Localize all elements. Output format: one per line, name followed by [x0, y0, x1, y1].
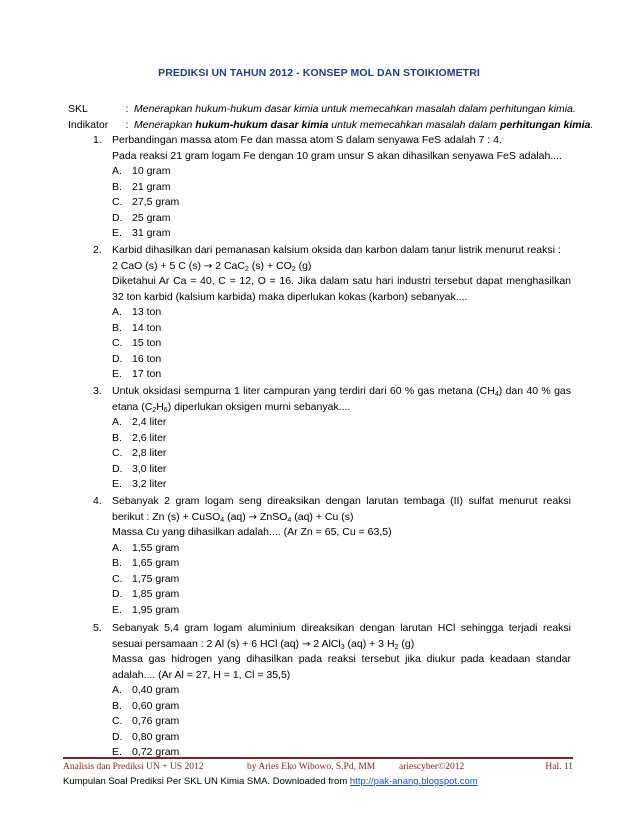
indikator-text-2: untuk memecahkan masalah dalam	[328, 119, 500, 131]
footer-line-2	[63, 776, 478, 787]
question-4	[93, 494, 571, 618]
skl-line	[68, 102, 588, 116]
option-c: C. 27,5 gram	[112, 196, 180, 208]
option-e: E. 0,72 gram	[112, 746, 180, 758]
option-d: D. 1,85 gram	[112, 588, 180, 600]
option-c: C. 2,8 liter	[112, 447, 167, 459]
option-list	[112, 415, 571, 493]
page-title: PREDIKSI UN TAHUN 2012 - KONSEP MOL DAN STOIKIOMETRI	[158, 67, 480, 79]
indikator-separator: :	[125, 119, 129, 131]
question-3	[93, 384, 571, 493]
question-number: 4.	[93, 495, 102, 507]
option-e: E. 1,95 gram	[112, 603, 180, 616]
indikator-text-3: .	[590, 119, 594, 131]
indikator-line	[68, 118, 594, 132]
option-d: D. 3,0 liter	[112, 462, 167, 475]
question-text: Pada reaksi 21 gram logam Fe dengan 10 gram unsur S akan dihasilkan senyawa FeS adalah....	[112, 149, 563, 162]
option-list	[112, 541, 571, 619]
indikator-text-1: Menerapkan	[134, 119, 196, 131]
question-1	[93, 133, 571, 242]
question-number: 5.	[93, 622, 102, 634]
option-c: C. 0,76 gram	[112, 715, 180, 727]
option-e: E. 3,2 liter	[112, 478, 167, 490]
question-2	[93, 243, 571, 383]
arrow-icon: →	[203, 260, 213, 272]
option-e: E. 17 ton	[112, 368, 162, 380]
question-text: Untuk oksidasi sempurna 1 liter campuran yang terdiri dari 60 % gas metana $(CH_4)$ dan 40 % gas etana $(C_2H_6)$ diperlukan oksigen murni sebanyak....	[112, 385, 571, 414]
indikator-text-bold-1: hukum-hukum dasar kimia	[195, 119, 329, 131]
question-number: 3.	[93, 385, 102, 397]
question-5	[93, 621, 571, 761]
option-c: C. 1,75 gram	[112, 572, 180, 585]
question-number: 2.	[93, 244, 102, 256]
option-a: A. 10 gram	[112, 165, 171, 177]
question-text: Massa Cu yang dihasilkan adalah.... (Ar Zn = 65, Cu = 63,5)	[112, 526, 392, 538]
question-text: Sebanyak 2 gram logam seng direaksikan dengan larutan tembaga (II) sulfat menurut reaksi berikut : Zn (s) + CuSO$_4$ (aq) → ZnSO$_4$ (aq) + Cu (s)	[112, 495, 571, 524]
arrow-icon: →	[301, 638, 311, 650]
reaction-equation: 2 CaO (s) + 5 C (s) → 2 CaC$_2$ $(s) + CO_2$ (g)	[112, 259, 312, 273]
option-b: B. 1,65 gram	[112, 557, 180, 569]
option-list	[112, 305, 571, 383]
question-text: Perbandingan massa atom Fe dan massa atom S dalam senyawa FeS adalah 7 : 4.	[112, 134, 502, 146]
footer-page-number: Hal. 11	[545, 762, 573, 772]
option-d: D. 16 ton	[112, 352, 162, 365]
option-d: D. 0,80 gram	[112, 730, 180, 743]
option-a: A. 0,40 gram	[112, 684, 180, 696]
option-c: C. 15 ton	[112, 337, 162, 349]
option-b: B. 21 gram	[112, 180, 171, 193]
footer-book-title: Analisis dan Prediksi UN + US 2012	[63, 762, 204, 772]
question-text: Karbid dihasilkan dari pemanasan kalsium oksida dan karbon dalam tanur listrik menurut reaksi :	[112, 244, 561, 256]
option-b: B. 0,60 gram	[112, 699, 180, 712]
option-e: E. 31 gram	[112, 227, 171, 239]
option-b: B. 14 ton	[112, 321, 162, 334]
footer-copyright: ariescyber©2012	[399, 762, 465, 772]
option-b: B. 2,6 liter	[112, 431, 167, 444]
option-d: D. 25 gram	[112, 211, 171, 224]
indikator-text-bold-2: perhitungan kimia	[499, 119, 591, 131]
skl-text: Menerapkan hukum-hukum dasar kimia untuk memecahkan masalah dalam perhitungan kimia.	[134, 103, 576, 115]
question-text: Diketahui Ar Ca = 40, C = 12, O = 16. Jika dalam satu hari industri tersebut dapat menghasilkan 32 ton karbid (kalsium karbida) maka diperlukan kokas (karbon) sebanyak....	[112, 275, 571, 303]
indikator-label: Indikator	[68, 119, 109, 131]
option-a: A. 1,55 gram	[112, 541, 180, 554]
footer-source-link[interactable]: http://pak-anang.blogspot.com	[349, 776, 478, 787]
footer-divider	[63, 757, 573, 759]
option-list	[112, 164, 571, 242]
skl-label: SKL	[68, 103, 88, 115]
question-text: Massa gas hidrogen yang dihasilkan pada reaksi tersebut jika diukur pada keadaan standar adalah.... (Ar Al = 27, H = 1, Cl = 35,5)	[112, 653, 571, 681]
option-a: A. 2,4 liter	[112, 416, 167, 428]
option-a: A. 13 ton	[112, 306, 162, 318]
arrow-icon: →	[248, 511, 258, 523]
question-number: 1.	[93, 134, 102, 146]
footer-source-text: Kumpulan Soal Prediksi Per SKL UN Kimia SMA. Downloaded from	[63, 776, 350, 787]
option-list	[112, 683, 571, 761]
skl-separator: :	[125, 103, 129, 115]
question-text: Sebanyak 5,4 gram logam aluminium direaksikan dengan larutan HCl sehingga terjadi reaksi sesuai persamaan : 2 Al (s) + 6 HCl (aq) → 2 AlCl$_3$ (aq) + 3 $H_2$ (g)	[112, 622, 571, 651]
footer-author: by Aries Eko Wibowo, S.Pd, MM	[247, 762, 376, 772]
